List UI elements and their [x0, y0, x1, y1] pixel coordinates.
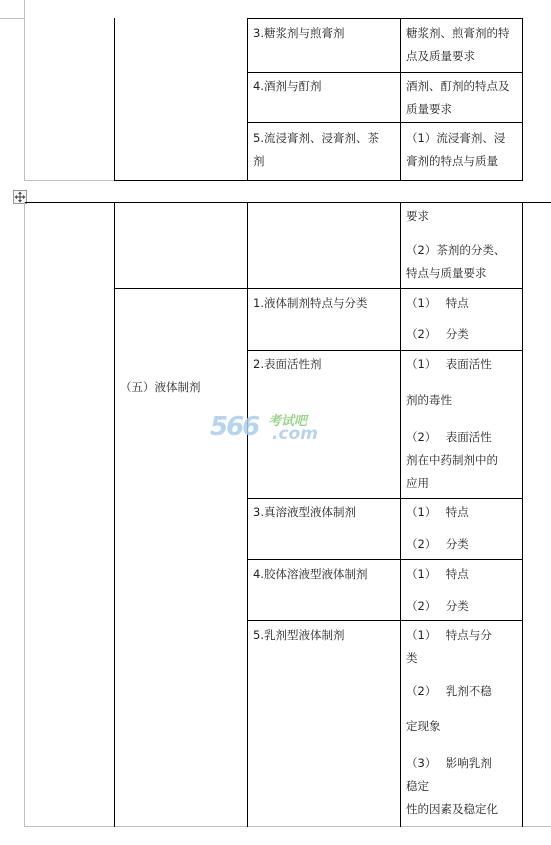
table-cell-content: 应用 — [406, 476, 429, 490]
column-border — [247, 202, 248, 827]
table-cell-item: 4.胶体溶液型液体制剂 — [253, 567, 368, 581]
table-cell-item: 2.表面活性剂 — [253, 357, 322, 371]
table-cell-content: （2） 乳剂不稳 — [406, 684, 492, 698]
row-border — [247, 350, 523, 351]
column-border — [400, 202, 401, 827]
table-cell-item: 5.乳剂型液体制剂 — [253, 628, 345, 642]
table-cell-content: 稳定 — [406, 779, 429, 793]
table-cell-item: 3.真溶液型液体制剂 — [253, 505, 356, 519]
table-bottom-border — [24, 180, 114, 181]
table-cell-content: 类 — [406, 651, 418, 665]
watermark-logo — [210, 410, 340, 448]
row-border — [247, 620, 523, 621]
table-cell-content: （2）茶剂的分类、 — [406, 243, 506, 257]
row-border — [114, 180, 523, 181]
table-cell-content: 特点与质量要求 — [406, 266, 487, 280]
table-cell-content: （2） 分类 — [406, 599, 469, 613]
row-border — [247, 122, 523, 123]
table-cell-content: （2） 分类 — [406, 327, 469, 341]
table-cell-content: 性的因素及稳定化 — [406, 802, 498, 816]
table-left-border — [24, 18, 25, 180]
row-border — [247, 72, 523, 73]
table-cell-content: 点及质量要求 — [406, 49, 475, 63]
table-cell-item: 剂 — [253, 154, 265, 168]
table-cell-content: （1）流浸膏剂、浸 — [406, 131, 506, 145]
table-left-border — [24, 202, 25, 827]
table-cell-content: 定现象 — [406, 719, 441, 733]
table-cell-content: （2） 分类 — [406, 537, 469, 551]
column-border — [114, 18, 115, 181]
table-cell-content: 糖浆剂、煎膏剂的特 — [406, 26, 510, 40]
watermark-number: 566 — [210, 412, 259, 442]
table-top-border — [24, 202, 551, 203]
table-cell-content: 剂在中药制剂中的 — [406, 453, 498, 467]
section-title: （五）液体制剂 — [120, 380, 201, 394]
table-cell-content: 要求 — [406, 209, 429, 223]
column-border — [522, 18, 523, 181]
column-border — [247, 18, 248, 181]
table-cell-content: （1） 特点 — [406, 505, 469, 519]
table-cell-content: 酒剂、酊剂的特点及 — [406, 79, 510, 93]
column-border — [522, 202, 523, 827]
table-cell-content: （1） 特点 — [406, 296, 469, 310]
column-border — [114, 202, 115, 827]
watermark-domain: .com — [272, 424, 318, 444]
row-border — [247, 18, 523, 19]
watermark-brand: 考试吧 — [268, 414, 308, 429]
row-border — [114, 288, 523, 289]
row-border — [247, 498, 523, 499]
table-cell-content: （1） 特点与分 — [406, 628, 492, 642]
page-margin-line — [24, 0, 25, 18]
table-cell-content: （2） 表面活性 — [406, 430, 492, 444]
table-cell-content: （1） 特点 — [406, 567, 469, 581]
table-cell-content: （3） 影响乳剂 — [406, 756, 492, 770]
table-cell-item: 5.流浸膏剂、浸膏剂、茶 — [253, 131, 379, 145]
table-cell-content: 质量要求 — [406, 102, 452, 116]
table-cell-item: 3.糖浆剂与煎膏剂 — [253, 26, 345, 40]
table-cell-item: 4.酒剂与酊剂 — [253, 79, 322, 93]
column-border — [400, 18, 401, 181]
row-border — [247, 559, 523, 560]
table-bottom-border — [24, 826, 551, 827]
table-cell-content: 剂的毒性 — [406, 393, 452, 407]
table-cell-content: （1） 表面活性 — [406, 357, 492, 371]
page-margin-line — [0, 18, 24, 19]
table-cell-content: 膏剂的特点与质量 — [406, 154, 498, 168]
table-cell-item: 1.液体制剂特点与分类 — [253, 296, 368, 310]
